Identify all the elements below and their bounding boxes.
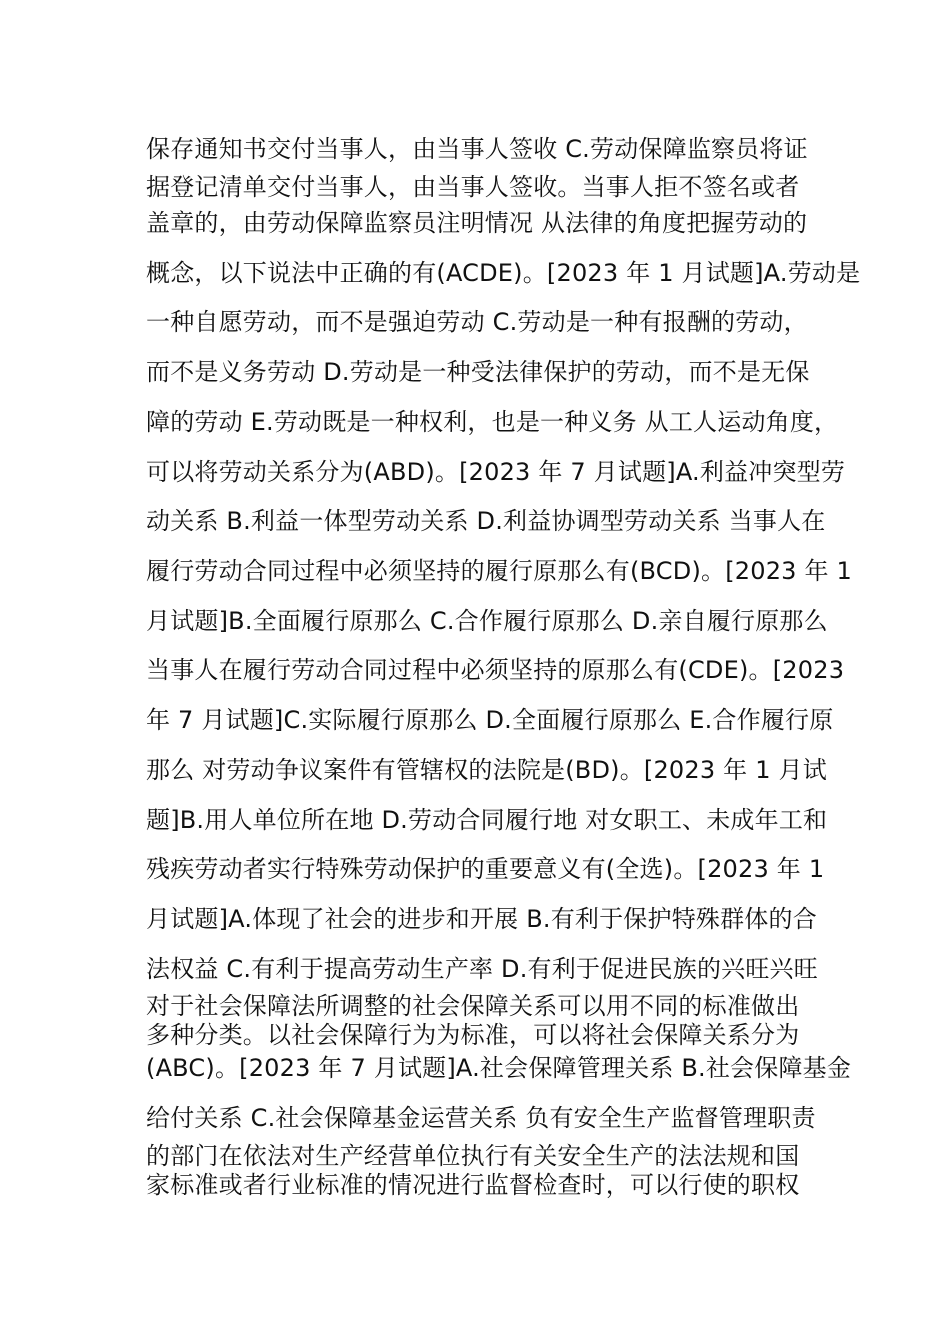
text-line: 保存通知书交付当事人，由当事人签收 C.劳动保障监察员将证 bbox=[146, 135, 808, 163]
text-line: 履行劳动合同过程中必须坚持的履行原那么有(BCD)。[2023 年 1 bbox=[146, 557, 852, 585]
text-line: 可以将劳动关系分为(ABD)。[2023 年 7 月试题]A.利益冲突型劳 bbox=[146, 458, 846, 486]
text-line: 多种分类。以社会保障行为为标准，可以将社会保障关系分为 bbox=[146, 1021, 800, 1049]
text-line: 据登记清单交付当事人，由当事人签收。当事人拒不签名或者 bbox=[146, 173, 800, 201]
text-line: 盖章的，由劳动保障监察员注明情况 从法律的角度把握劳动的 bbox=[146, 209, 808, 237]
text-line: 障的劳动 E.劳动既是一种权利，也是一种义务 从工人运动角度， bbox=[146, 408, 839, 436]
text-line: 法权益 C.有利于提高劳动生产率 D.有利于促进民族的兴旺兴旺 bbox=[146, 955, 818, 983]
text-line: 给付关系 C.社会保障基金运营关系 负有安全生产监督管理职责 bbox=[146, 1104, 816, 1132]
text-line: 的部门在依法对生产经营单位执行有关安全生产的法法规和国 bbox=[146, 1142, 800, 1170]
text-line: 对于社会保障法所调整的社会保障关系可以用不同的标准做出 bbox=[146, 992, 800, 1020]
text-line: 而不是义务劳动 D.劳动是一种受法律保护的劳动，而不是无保 bbox=[146, 358, 810, 386]
text-line: 一种自愿劳动，而不是强迫劳动 C.劳动是一种有报酬的劳动， bbox=[146, 308, 808, 336]
text-line: 年 7 月试题]C.实际履行原那么 D.全面履行原那么 E.合作履行原 bbox=[146, 706, 834, 734]
text-line: 概念，以下说法中正确的有(ACDE)。[2023 年 1 月试题]A.劳动是 bbox=[146, 259, 861, 287]
text-line: 动关系 B.利益一体型劳动关系 D.利益协调型劳动关系 当事人在 bbox=[146, 507, 826, 535]
text-line: 题]B.用人单位所在地 D.劳动合同履行地 对女职工、未成年工和 bbox=[146, 806, 828, 834]
text-line: (ABC)。[2023 年 7 月试题]A.社会保障管理关系 B.社会保障基金 bbox=[146, 1054, 852, 1082]
text-line: 那么 对劳动争议案件有管辖权的法院是(BD)。[2023 年 1 月试 bbox=[146, 756, 827, 784]
text-line: 家标准或者行业标准的情况进行监督检查时，可以行使的职权 bbox=[146, 1171, 800, 1199]
text-line: 月试题]A.体现了社会的进步和开展 B.有利于保护特殊群体的合 bbox=[146, 905, 817, 933]
text-line: 残疾劳动者实行特殊劳动保护的重要意义有(全选)。[2023 年 1 bbox=[146, 855, 825, 883]
text-line: 月试题]B.全面履行原那么 C.合作履行原那么 D.亲自履行原那么 bbox=[146, 607, 828, 635]
text-line: 当事人在履行劳动合同过程中必须坚持的原那么有(CDE)。[2023 bbox=[146, 656, 845, 684]
